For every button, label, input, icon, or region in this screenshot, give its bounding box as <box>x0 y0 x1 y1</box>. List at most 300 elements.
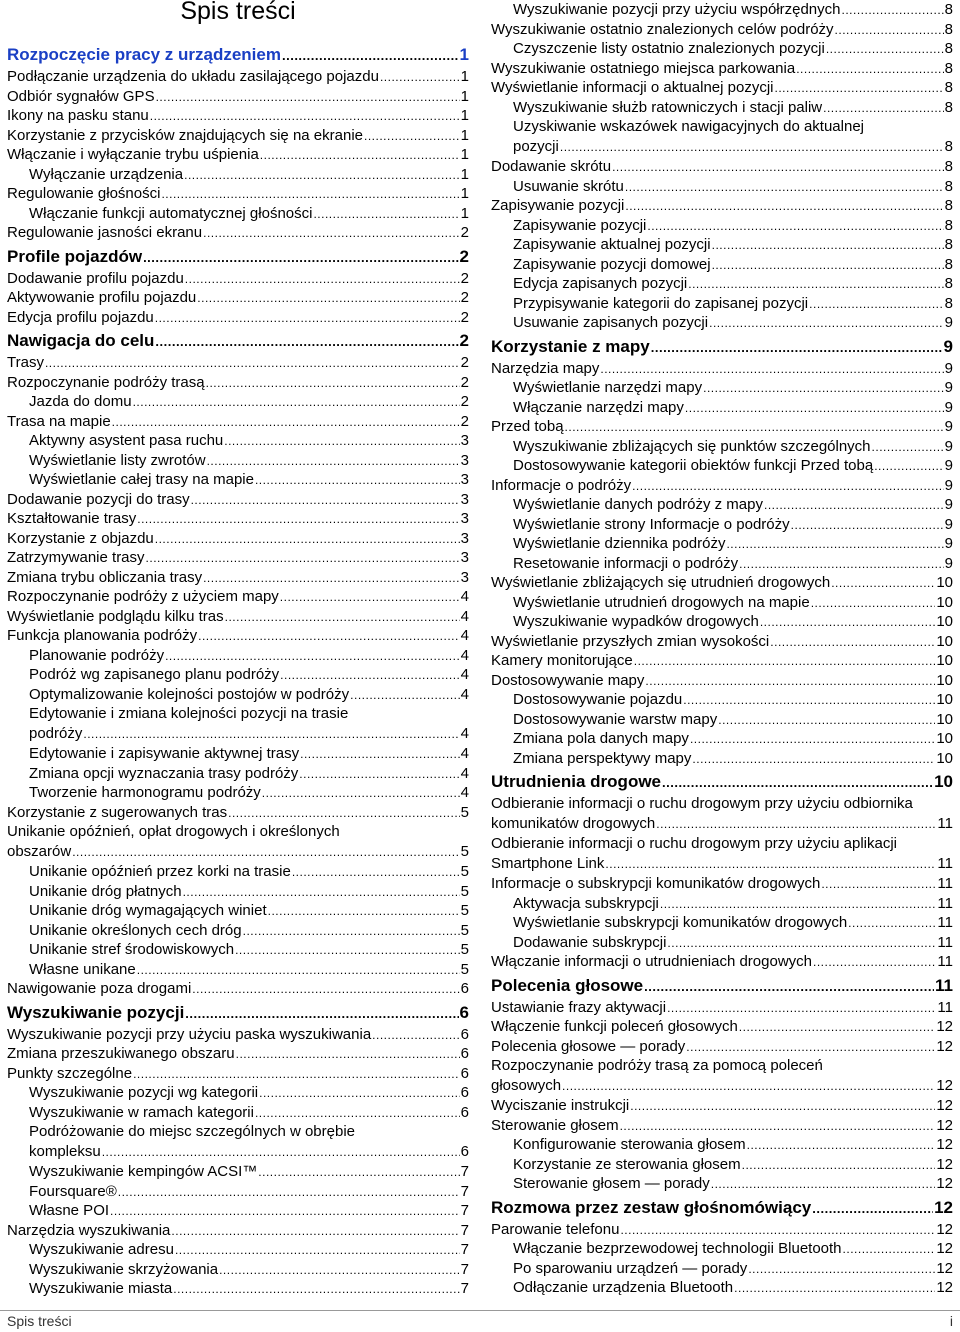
toc-page-number: 10 <box>936 652 953 669</box>
toc-page-number: 8 <box>944 197 953 214</box>
toc-entry-title: Usuwanie skrótu <box>513 177 624 195</box>
toc-entry[interactable] <box>491 874 953 894</box>
toc-entry[interactable] <box>7 529 469 549</box>
toc-entry-title: Własne unikane <box>29 960 136 978</box>
toc-subentry[interactable] <box>491 1155 953 1175</box>
toc-entry[interactable] <box>7 145 469 165</box>
toc-page-number: 4 <box>460 666 469 683</box>
toc-page-number: 7 <box>460 1280 469 1297</box>
toc-entry-title: Zatrzymywanie trasy <box>7 549 145 566</box>
toc-entry[interactable] <box>491 1096 953 1116</box>
dot-leader <box>843 1240 936 1260</box>
toc-subentry[interactable] <box>491 39 953 59</box>
dot-leader <box>690 730 935 750</box>
dot-leader <box>282 45 459 66</box>
toc-subentry[interactable] <box>7 392 469 412</box>
dot-leader <box>600 360 943 380</box>
toc-subentry[interactable] <box>491 690 953 710</box>
toc-entry-title-continued: Smartphone Link <box>491 854 605 872</box>
dot-leader <box>726 535 943 555</box>
toc-page-number: 10 <box>936 730 953 747</box>
toc-subentry[interactable] <box>7 204 469 224</box>
toc-subentry[interactable] <box>491 437 953 457</box>
toc-subentry[interactable] <box>7 744 469 764</box>
toc-page-number: 12 <box>936 1259 953 1277</box>
dot-leader <box>150 107 460 127</box>
toc-entry[interactable] <box>491 952 953 972</box>
dot-leader <box>236 1045 460 1065</box>
toc-section-heading[interactable] <box>491 336 953 358</box>
toc-entry-title: Trasa na mapie <box>7 412 111 430</box>
toc-subentry[interactable] <box>7 783 469 803</box>
toc-subentry[interactable] <box>491 235 953 255</box>
toc-page-number: 5 <box>460 941 469 958</box>
toc-subentry[interactable] <box>7 646 469 666</box>
toc-page-number: 3 <box>460 471 469 488</box>
toc-subentry[interactable] <box>7 960 469 980</box>
toc-entry[interactable] <box>491 671 953 691</box>
toc-page-number: 4 <box>460 724 469 742</box>
dot-leader <box>748 1260 935 1280</box>
toc-entry-title: Wyszukiwanie pozycji <box>7 1002 185 1022</box>
footer-divider <box>0 1310 960 1311</box>
toc-subentry[interactable] <box>491 495 953 515</box>
toc-entry[interactable] <box>491 78 953 98</box>
toc-entry-title: Podróżowanie do miejsc szczególnych w obrębie <box>29 1123 356 1140</box>
dot-leader <box>156 88 460 108</box>
dot-leader <box>155 331 458 352</box>
toc-page-number: 10 <box>936 593 953 611</box>
toc-page-number: 8 <box>944 275 953 292</box>
dot-leader <box>45 354 460 374</box>
dot-leader <box>739 555 944 575</box>
toc-section-heading[interactable] <box>491 771 953 793</box>
toc-page-number: 1 <box>460 146 469 163</box>
toc-entry[interactable] <box>7 803 469 823</box>
toc-entry[interactable] <box>491 573 953 593</box>
toc-subentry[interactable] <box>491 274 953 294</box>
toc-entry-title: Aktywowanie profilu pojazdu <box>7 289 197 306</box>
toc-subentry[interactable] <box>491 710 953 730</box>
toc-entry-title: Planowanie podróży <box>29 646 165 664</box>
toc-page-number: 9 <box>944 457 953 474</box>
toc-entry-title: Usuwanie zapisanych pozycji <box>513 314 709 331</box>
dot-leader <box>644 976 934 997</box>
dot-leader <box>667 999 936 1019</box>
dot-leader <box>102 1143 460 1163</box>
dot-leader <box>739 1018 936 1038</box>
dot-leader <box>185 270 460 290</box>
toc-page-number: 3 <box>460 432 469 449</box>
toc-entry-title: Optymalizowanie kolejności postojów w podróży <box>29 685 350 703</box>
toc-subentry[interactable] <box>491 554 953 574</box>
dot-leader <box>809 295 944 315</box>
toc-section-heading[interactable] <box>7 1002 469 1024</box>
toc-page-number: 12 <box>936 1175 953 1192</box>
toc-page-number: 2 <box>460 354 469 371</box>
toc-section-heading[interactable] <box>491 1197 953 1219</box>
toc-page-number: 10 <box>936 671 953 689</box>
dot-leader <box>686 1038 935 1058</box>
toc-entry-title: Aktywacja subskrypcji <box>513 894 659 912</box>
toc-entry[interactable] <box>491 196 953 216</box>
toc-entry[interactable] <box>7 587 469 607</box>
dot-leader <box>262 784 460 804</box>
toc-entry[interactable] <box>491 794 953 834</box>
toc-entry[interactable] <box>7 607 469 627</box>
toc-page-number: 8 <box>944 98 953 116</box>
toc-entry-title: Wyszukiwanie skrzyżowania <box>29 1260 219 1278</box>
toc-subentry[interactable] <box>7 1279 469 1299</box>
toc-page-number: 8 <box>944 1 953 18</box>
toc-subentry[interactable] <box>491 294 953 314</box>
toc-subentry[interactable] <box>7 685 469 705</box>
dot-leader <box>683 691 935 711</box>
toc-entry-title: Korzystanie ze sterowania głosem <box>513 1155 741 1173</box>
toc-subentry[interactable] <box>7 940 469 960</box>
toc-page-number: 1 <box>460 204 469 222</box>
toc-page-number: 12 <box>936 1240 953 1257</box>
toc-subentry[interactable] <box>491 515 953 535</box>
toc-entry[interactable] <box>7 490 469 510</box>
toc-page-number: 4 <box>460 607 469 625</box>
toc-subentry[interactable] <box>7 451 469 471</box>
toc-entry[interactable] <box>7 269 469 289</box>
toc-entry-title: Włączanie i wyłączanie trybu uśpienia <box>7 146 259 163</box>
dot-leader <box>173 1280 459 1300</box>
toc-subentry[interactable] <box>491 398 953 418</box>
toc-page-number: 1 <box>460 107 469 124</box>
toc-entry-title: Wyszukiwanie kempingów ACSI™ <box>29 1163 258 1180</box>
toc-page-number: 12 <box>936 1076 953 1094</box>
toc-entry-title: Zmiana perspektywy mapy <box>513 749 692 767</box>
toc-entry-title: Dostosowywanie mapy <box>491 671 645 689</box>
toc-entry-title: Resetowanie informacji o podróży <box>513 554 739 572</box>
dot-leader <box>685 399 944 419</box>
toc-page-number: 9 <box>944 496 953 513</box>
toc-page-number: 5 <box>460 902 469 919</box>
toc-entry-title: Wyszukiwanie ostatnio znalezionych celów podróży <box>491 20 834 38</box>
toc-subentry[interactable] <box>491 1135 953 1155</box>
toc-page-number: 12 <box>936 1220 953 1238</box>
toc-page-number: 9 <box>944 314 953 331</box>
toc-page-number: 9 <box>943 336 953 356</box>
toc-subentry[interactable] <box>7 1201 469 1221</box>
toc-entry[interactable] <box>7 373 469 393</box>
toc-page-number: 8 <box>944 177 953 195</box>
dot-leader <box>667 934 936 954</box>
toc-entry-title: Włączanie narzędzi mapy <box>513 398 684 416</box>
toc-entry[interactable] <box>491 1037 953 1057</box>
dot-leader <box>206 374 460 394</box>
toc-entry-title: Narzędzia wyszukiwania <box>7 1221 171 1239</box>
toc-entry-title: Wyszukiwanie pozycji wg kategorii <box>29 1084 259 1101</box>
toc-entry-title: Wyszukiwanie wypadków drogowych <box>513 613 759 630</box>
toc-subentry[interactable] <box>491 1278 953 1298</box>
toc-entry-title-continued: obszarów <box>7 842 72 860</box>
dot-leader <box>260 146 460 166</box>
toc-entry-title: Wyciszanie instrukcji <box>491 1097 630 1114</box>
toc-entry[interactable] <box>491 359 953 379</box>
toc-page-number: 11 <box>937 894 953 912</box>
toc-entry-title: Podłączanie urządzenia do układu zasilającego pojazdu <box>7 68 379 85</box>
dot-leader <box>112 413 460 433</box>
dot-leader <box>791 516 944 536</box>
toc-entry-title: Narzędzia mapy <box>491 359 600 377</box>
toc-subentry[interactable] <box>7 764 469 784</box>
toc-entry[interactable] <box>7 288 469 308</box>
toc-entry[interactable] <box>491 1220 953 1240</box>
toc-entry[interactable] <box>7 1044 469 1064</box>
toc-page-number: 11 <box>937 933 953 951</box>
toc-subentry[interactable] <box>491 933 953 953</box>
toc-entry-title: Podróż wg zapisanego planu podróży <box>29 666 280 683</box>
toc-entry[interactable] <box>7 126 469 146</box>
toc-entry[interactable] <box>7 67 469 87</box>
toc-entry[interactable] <box>7 822 469 862</box>
toc-entry[interactable] <box>7 568 469 588</box>
dot-leader <box>146 549 460 569</box>
toc-page-number: 8 <box>944 59 953 77</box>
toc-entry-title: Polecenia głosowe <box>491 975 644 995</box>
toc-subentry[interactable] <box>491 313 953 333</box>
toc-subentry[interactable] <box>7 1083 469 1103</box>
toc-subentry[interactable] <box>7 165 469 185</box>
dot-leader <box>630 1097 935 1117</box>
toc-entry[interactable] <box>491 1116 953 1136</box>
toc-entry[interactable] <box>7 626 469 646</box>
toc-page-number: 6 <box>460 1064 469 1082</box>
toc-entry[interactable] <box>491 59 953 79</box>
toc-subentry[interactable] <box>7 1103 469 1123</box>
toc-entry-title: Dodawanie skrótu <box>491 158 612 175</box>
toc-subentry[interactable] <box>7 470 469 490</box>
toc-entry[interactable] <box>491 157 953 177</box>
dot-leader <box>207 452 460 472</box>
toc-section-heading[interactable] <box>7 330 469 352</box>
toc-subentry[interactable] <box>491 98 953 118</box>
toc-entry-title: Rozpoczynanie podróży z użyciem mapy <box>7 588 279 605</box>
toc-page-number: 1 <box>459 45 469 64</box>
toc-subentry[interactable] <box>7 921 469 941</box>
dot-leader <box>161 185 459 205</box>
toc-entry[interactable] <box>7 308 469 328</box>
toc-entry-title: Rozpoczęcie pracy z urządzeniem <box>7 45 281 64</box>
toc-page-number: 4 <box>460 627 469 644</box>
toc-subentry[interactable] <box>491 1259 953 1279</box>
toc-list-left <box>7 44 469 1299</box>
toc-subentry[interactable] <box>7 901 469 921</box>
toc-entry-title: Wyświetlanie dziennika podróży <box>513 535 726 552</box>
toc-subentry[interactable] <box>7 1240 469 1260</box>
toc-entry-title: Wyszukiwanie adresu <box>29 1241 174 1258</box>
toc-subentry[interactable] <box>7 1260 469 1280</box>
toc-entry-title: Wyszukiwanie ostatniego miejsca parkowania <box>491 59 796 77</box>
dot-leader <box>874 457 943 477</box>
toc-entry-title: Dodawanie pozycji do trasy <box>7 490 190 508</box>
dot-leader <box>764 496 944 516</box>
toc-subentry[interactable] <box>7 1182 469 1202</box>
toc-subentry[interactable] <box>491 894 953 914</box>
toc-page-number: 1 <box>460 87 469 105</box>
toc-subentry[interactable] <box>7 1162 469 1182</box>
toc-page-number: 3 <box>460 490 469 508</box>
toc-entry-continuation <box>491 1076 953 1097</box>
toc-page-number: 4 <box>460 685 469 703</box>
toc-entry-title: Odbieranie informacji o ruchu drogowym przy użyciu aplikacji <box>491 835 898 852</box>
toc-subentry[interactable] <box>491 534 953 554</box>
dot-leader <box>709 314 944 334</box>
toc-section-heading[interactable] <box>7 44 469 66</box>
toc-page-number: 7 <box>460 1182 469 1200</box>
dot-leader <box>812 1198 933 1219</box>
dot-leader <box>645 672 935 692</box>
toc-entry-title: Korzystanie z objazdu <box>7 529 154 547</box>
toc-entry[interactable] <box>491 651 953 671</box>
toc-page-number: 12 <box>936 1097 953 1114</box>
dot-leader <box>662 772 933 793</box>
toc-entry[interactable] <box>7 1064 469 1084</box>
toc-page-number: 8 <box>944 236 953 253</box>
toc-subentry[interactable] <box>7 1122 469 1162</box>
toc-entry[interactable] <box>7 509 469 529</box>
toc-subentry[interactable] <box>491 913 953 933</box>
dot-leader <box>300 745 460 765</box>
toc-entry-title: Zapisywanie pozycji <box>491 197 625 214</box>
toc-entry-title: Przypisywanie kategorii do zapisanej pozycji <box>513 294 809 312</box>
toc-page-number: 12 <box>936 1037 953 1055</box>
toc-page-number: 11 <box>937 998 953 1016</box>
toc-entry[interactable] <box>7 106 469 126</box>
dot-leader <box>225 608 460 628</box>
dot-leader <box>292 863 460 883</box>
toc-page-number: 4 <box>460 784 469 801</box>
toc-section-heading[interactable] <box>7 246 469 268</box>
toc-entry-title: Korzystanie z przycisków znajdujących się na ekranie <box>7 126 363 144</box>
toc-entry-continuation <box>29 1142 469 1163</box>
toc-page-number: 5 <box>460 803 469 821</box>
toc-entry[interactable] <box>7 223 469 243</box>
toc-entry[interactable] <box>7 412 469 432</box>
toc-entry-title: Po sparowaniu urządzeń — porady <box>513 1259 748 1277</box>
toc-page-number: 12 <box>936 1136 953 1153</box>
toc-page-number: 10 <box>936 613 953 630</box>
toc-entry-title-continued: pozycji <box>513 137 559 155</box>
toc-page-number: 7 <box>460 1202 469 1219</box>
toc-subentry[interactable] <box>491 1174 953 1194</box>
toc-entry[interactable] <box>491 476 953 496</box>
toc-subentry[interactable] <box>491 749 953 769</box>
toc-page-number: 8 <box>944 216 953 234</box>
toc-page-number: 9 <box>944 554 953 572</box>
toc-page-number: 3 <box>460 510 469 527</box>
toc-entry[interactable] <box>491 417 953 437</box>
toc-entry[interactable] <box>491 834 953 874</box>
toc-entry-title: Wyszukiwanie służb ratowniczych i stacji paliw <box>513 98 823 116</box>
toc-subentry[interactable] <box>491 0 953 20</box>
toc-entry-title: Wyświetlanie przyszłych zmian wysokości <box>491 632 770 650</box>
toc-entry-title: Regulowanie jasności ekranu <box>7 224 203 241</box>
toc-subentry[interactable] <box>491 216 953 236</box>
toc-entry-continuation <box>491 814 953 835</box>
toc-entry[interactable] <box>7 979 469 999</box>
toc-subentry[interactable] <box>491 378 953 398</box>
toc-entry[interactable] <box>7 1025 469 1045</box>
toc-page-number: 5 <box>460 960 469 978</box>
toc-page-number: 10 <box>934 772 953 791</box>
dot-leader <box>821 875 936 895</box>
dot-leader <box>760 613 936 633</box>
toc-entry[interactable] <box>7 184 469 204</box>
toc-entry[interactable] <box>7 353 469 373</box>
toc-entry-title: Edytowanie i zapisywanie aktywnej trasy <box>29 745 300 762</box>
toc-page-number: 10 <box>936 632 953 650</box>
dot-leader <box>258 1163 459 1183</box>
toc-page-number: 2 <box>460 308 469 326</box>
toc-subentry[interactable] <box>491 612 953 632</box>
dot-leader <box>228 804 460 824</box>
dot-leader <box>620 1117 936 1137</box>
toc-subentry[interactable] <box>491 729 953 749</box>
toc-entry-title: Wyszukiwanie zbliżających się punktów szczególnych <box>513 437 871 455</box>
toc-entry-title: Zapisywanie pozycji <box>513 216 647 234</box>
toc-subentry[interactable] <box>7 882 469 902</box>
toc-page-number: 9 <box>944 398 953 416</box>
toc-page-number: 8 <box>944 255 953 273</box>
toc-entry[interactable] <box>491 1017 953 1037</box>
toc-subentry[interactable] <box>7 862 469 882</box>
toc-entry-title: Trasy <box>7 354 44 371</box>
toc-subentry[interactable] <box>491 117 953 157</box>
toc-subentry[interactable] <box>7 665 469 685</box>
toc-section-heading[interactable] <box>491 975 953 997</box>
toc-entry-title: Zapisywanie pozycji domowej <box>513 255 711 273</box>
toc-entry-title: Wyświetlanie utrudnień drogowych na mapie <box>513 593 810 611</box>
toc-entry-title: Unikanie opóźnień przez korki na trasie <box>29 863 291 880</box>
toc-entry[interactable] <box>491 1056 953 1096</box>
toc-entry-continuation <box>29 724 469 745</box>
toc-subentry[interactable] <box>491 593 953 613</box>
toc-entry[interactable] <box>491 20 953 40</box>
toc-entry[interactable] <box>491 998 953 1018</box>
toc-page-number: 6 <box>460 1103 469 1121</box>
toc-page-number: 7 <box>460 1221 469 1239</box>
toc-entry[interactable] <box>7 548 469 568</box>
toc-subentry[interactable] <box>491 255 953 275</box>
toc-entry-title: Zmiana opcji wyznaczania trasy podróży <box>29 764 299 782</box>
toc-subentry[interactable] <box>491 1239 953 1259</box>
toc-entry[interactable] <box>7 1221 469 1241</box>
toc-entry-title: Własne POI <box>29 1202 110 1219</box>
toc-entry[interactable] <box>491 632 953 652</box>
toc-entry-continuation <box>491 854 953 875</box>
dot-leader <box>703 379 944 399</box>
dot-leader <box>742 1156 936 1176</box>
dot-leader <box>625 197 943 217</box>
toc-subentry[interactable] <box>491 456 953 476</box>
dot-leader <box>185 1003 458 1024</box>
toc-entry-title-continued: komunikatów drogowych <box>491 814 656 832</box>
toc-subentry[interactable] <box>491 177 953 197</box>
toc-subentry[interactable] <box>7 704 469 744</box>
toc-list-right <box>491 0 953 1298</box>
dot-leader <box>235 941 460 961</box>
toc-entry[interactable] <box>7 87 469 107</box>
toc-entry-title: Wyświetlanie danych podróży z mapy <box>513 496 763 513</box>
dot-leader <box>118 1183 460 1203</box>
toc-subentry[interactable] <box>7 431 469 451</box>
toc-page-number: 9 <box>944 379 953 396</box>
